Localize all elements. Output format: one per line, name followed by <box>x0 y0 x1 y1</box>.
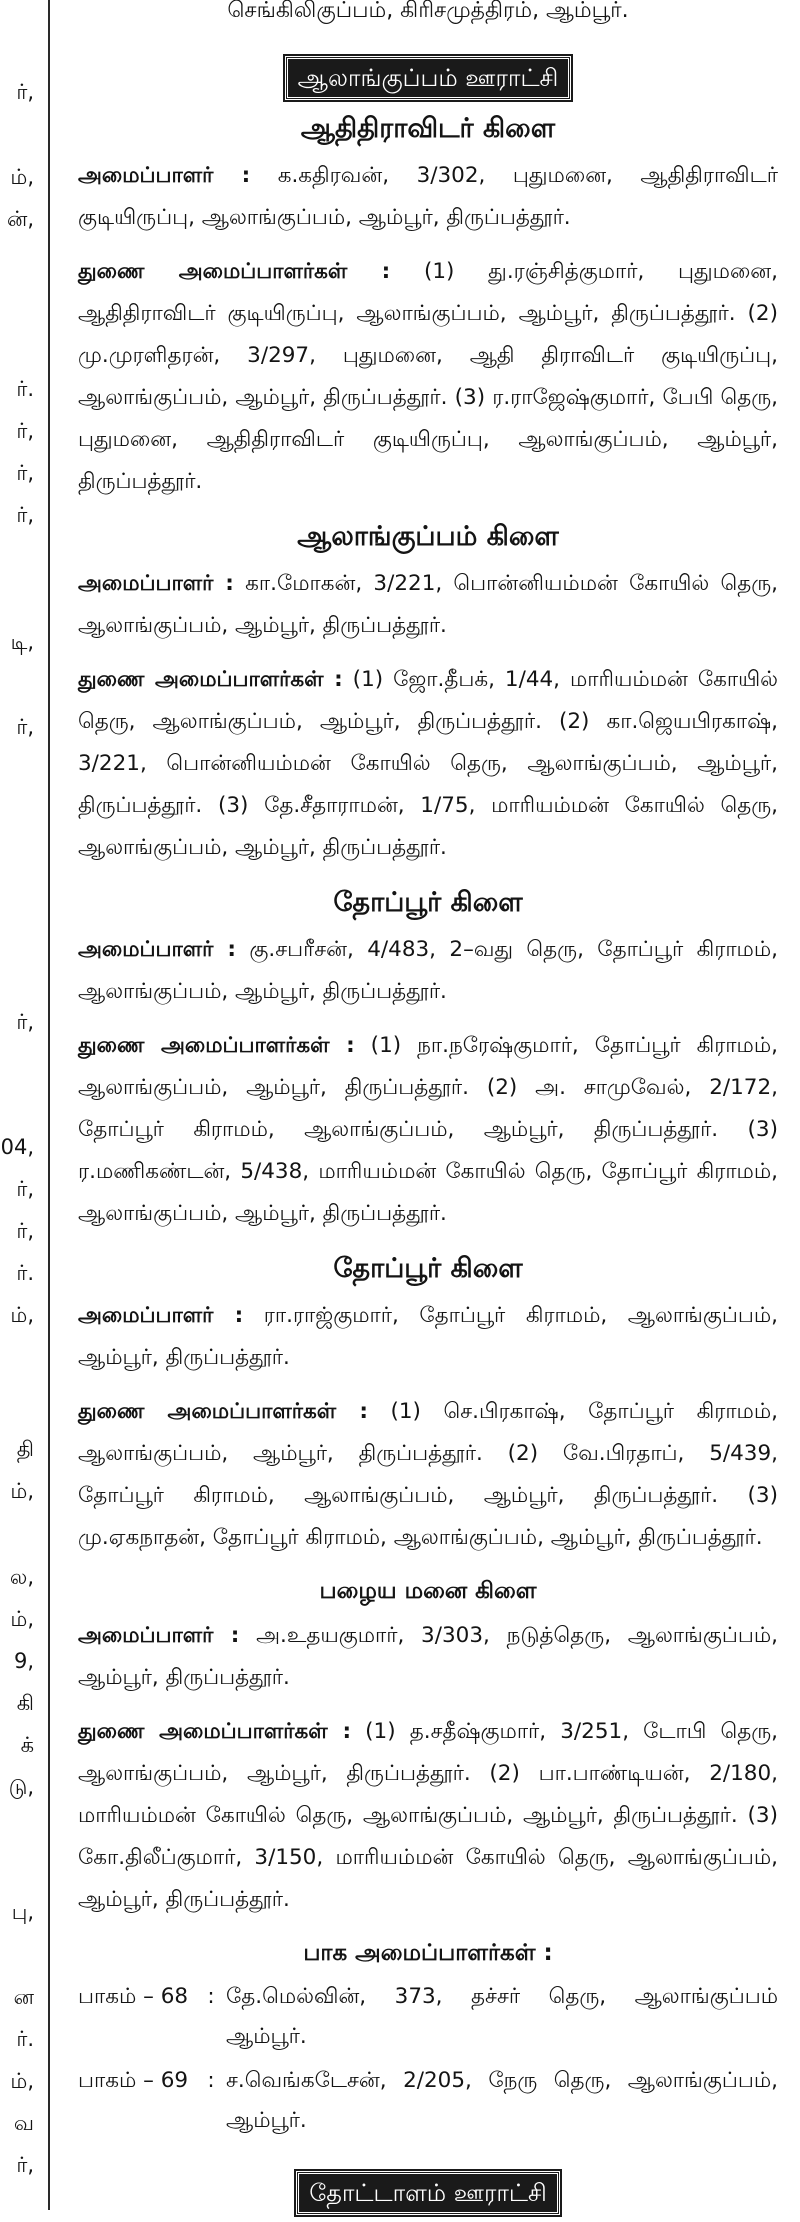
booth-label: பாகம் – 68 <box>78 1984 189 2009</box>
deputy-entry <box>78 1025 778 1235</box>
left-column-fragment: 04, <box>0 1135 34 1159</box>
deputy-entry <box>78 1711 778 1921</box>
branch-section <box>78 107 778 503</box>
left-column-fragment: ர், <box>16 1010 34 1034</box>
deputy-text: (1) நா.நரேஷ்குமார், தோப்பூர் கிராமம், ஆலாங்குப்பம், ஆம்பூர், திருப்பத்தூர். (2) அ. சாமுவேல், 2/172, தோப்பூர் கிராமம், ஆலாங்குப்பம், ஆம்பூர், திருப்பத்தூர். (3) ர.மணிகண்டன், 5/438, மாரியம்மன் கோயில் தெரு, தோப்பூர் கிராமம், ஆலாங்குப்பம், ஆம்பூர், திருப்பத்தூர். <box>78 1033 778 1226</box>
left-column-fragment: வ <box>13 2111 34 2135</box>
booth-organizers-heading: பாக அமைப்பாளர்கள் : <box>303 1940 553 1966</box>
deputy-text: (1) து.ரஞ்சித்குமார், புதுமனை, ஆதிதிராவிடர் குடியிருப்பு, ஆலாங்குப்பம், ஆம்பூர், திருப்பத்தூர். (2) மு.முரளிதரன், 3/297, புதுமனை, ஆதி திராவிடர் குடியிருப்பு, ஆலாங்குப்பம், ஆம்பூர், திருப்பத்தூர். (3) ர.ராஜேஷ்குமார், பேபி தெரு, புதுமனை, ஆதிதிராவிடர் குடியிருப்பு, ஆலாங்குப்பம், ஆம்பூர், திருப்பத்தூர். <box>78 259 778 494</box>
left-column-fragment: பு, <box>11 1900 34 1924</box>
booth-text: தே.மெல்வின், 373, தச்சர் தெரு, ஆலாங்குப்பம் ஆம்பூர். <box>226 1984 778 2049</box>
deputy-text: (1) செ.பிரகாஷ், தோப்பூர் கிராமம், ஆலாங்குப்பம், ஆம்பூர், திருப்பத்தூர். (2) வே.பிரதாப், 5/439, தோப்பூர் கிராமம், ஆலாங்குப்பம், ஆம்பூர், திருப்பத்தூர். (3) மு.ஏகநாதன், தோப்பூர் கிராமம், ஆலாங்குப்பம், ஆம்பூர், திருப்பத்தூர். <box>78 1399 778 1550</box>
booth-text: ச.வெங்கடேசன், 2/205, நேரு தெரு, ஆலாங்குப்பம், ஆம்பூர். <box>226 2068 778 2133</box>
branch-title: ஆதிதிராவிடர் கிளை <box>300 113 556 144</box>
branch-section <box>78 1247 778 1559</box>
branch-section <box>78 881 778 1235</box>
left-column-fragment: ம், <box>10 1303 34 1327</box>
deputy-label: துணை அமைப்பாளர்கள் : <box>78 1399 368 1424</box>
left-column-fragment: ர், <box>16 1219 34 1243</box>
left-column-fragment: ர், <box>16 461 34 485</box>
organizer-label: அமைப்பாளர் : <box>78 1303 244 1328</box>
panchayat-title-banner: ஆலாங்குப்பம் ஊராட்சி <box>285 56 572 100</box>
left-column-fragment: ர். <box>16 2027 34 2051</box>
branch-title: ஆலாங்குப்பம் கிளை <box>297 521 559 552</box>
left-column-fragment: டு, <box>8 1775 34 1799</box>
branch-section <box>78 1571 778 1921</box>
booth-separator: : <box>207 2068 215 2093</box>
deputy-label: துணை அமைப்பாளர்கள் : <box>78 667 343 692</box>
deputy-text: (1) த.சதீஷ்குமார், 3/251, டோபி தெரு, ஆலாங்குப்பம், ஆம்பூர், திருப்பத்தூர். (2) பா.பாண்டியன், 2/180, மாரியம்மன் கோயில் தெரு, ஆலாங்குப்பம், ஆம்பூர், திருப்பத்தூர். (3) கோ.திலீப்குமார், 3/150, மாரியம்மன் கோயில் தெரு, ஆலாங்குப்பம், ஆம்பூர், திருப்பத்தூர். <box>78 1719 778 1912</box>
organizer-entry <box>78 1615 778 1699</box>
next-panchayat-title-banner: தோட்டாளம் ஊராட்சி <box>296 2171 560 2215</box>
organizer-label: அமைப்பாளர் : <box>78 937 237 962</box>
left-column-fragment: ர், <box>16 715 34 739</box>
left-column-fragment: ர், <box>16 503 34 527</box>
organizer-entry <box>78 929 778 1013</box>
continued-address-line: செங்கிலிகுப்பம், கிரிசமுத்திரம், ஆம்பூர். <box>227 0 629 23</box>
left-column-fragment: ம், <box>10 1479 34 1503</box>
organizer-text: கா.மோகன், 3/221, பொன்னியம்மன் கோயில் தெரு, ஆலாங்குப்பம், ஆம்பூர், திருப்பத்தூர். <box>78 571 778 638</box>
organizer-text: அ.உதயகுமார், 3/303, நடுத்தெரு, ஆலாங்குப்பம், ஆம்பூர், திருப்பத்தூர். <box>78 1623 778 1690</box>
left-column-fragment: ன், <box>6 207 34 231</box>
booth-organizers-section <box>78 1933 778 2141</box>
left-column-fragment: டி, <box>10 630 34 654</box>
branch-title: பழைய மனை கிளை <box>319 1578 537 1604</box>
column-divider <box>48 0 50 2210</box>
left-column-fragment: ர், <box>16 2153 34 2177</box>
deputy-entry <box>78 251 778 503</box>
organizer-text: ரா.ராஜ்குமார், தோப்பூர் கிராமம், ஆலாங்குப்பம், ஆம்பூர், திருப்பத்தூர். <box>78 1303 778 1370</box>
organizer-label: அமைப்பாளர் : <box>78 163 251 188</box>
left-column-fragment: ர். <box>16 377 34 401</box>
left-column-fragment: ல, <box>9 1565 34 1589</box>
left-column-fragment: ர், <box>16 419 34 443</box>
booth-separator: : <box>207 1984 215 2009</box>
organizer-text: கு.சபரீசன், 4/483, 2–வது தெரு, தோப்பூர் கிராமம், ஆலாங்குப்பம், ஆம்பூர், திருப்பத்தூர். <box>78 937 778 1004</box>
organizer-entry <box>78 563 778 647</box>
organizer-entry <box>78 1295 778 1379</box>
deputy-label: துணை அமைப்பாளர்கள் : <box>78 259 391 284</box>
left-column-fragments <box>0 0 44 2210</box>
deputy-entry <box>78 659 778 869</box>
left-column-fragment: தி <box>16 1437 34 1461</box>
left-column-fragment: ர், <box>16 1177 34 1201</box>
left-column-fragment: ன <box>13 1985 34 2009</box>
booth-entry <box>78 2061 778 2141</box>
left-column-fragment: கி <box>16 1691 34 1715</box>
deputy-label: துணை அமைப்பாளர்கள் : <box>78 1719 352 1744</box>
left-column-fragment: 9, <box>13 1649 34 1673</box>
deputy-label: துணை அமைப்பாளர்கள் : <box>78 1033 355 1058</box>
left-column-fragment: ம், <box>10 1607 34 1631</box>
left-column-fragment: ர், <box>16 80 34 104</box>
deputy-text: (1) ஜோ.தீபக், 1/44, மாரியம்மன் கோயில் தெரு, ஆலாங்குப்பம், ஆம்பூர், திருப்பத்தூர். (2) கா.ஜெயபிரகாஷ், 3/221, பொன்னியம்மன் கோயில் தெரு, ஆலாங்குப்பம், ஆம்பூர், திருப்பத்தூர். (3) தே.சீதாராமன், 1/75, மாரியம்மன் கோயில் தெரு, ஆலாங்குப்பம், ஆம்பூர், திருப்பத்தூர். <box>78 667 778 860</box>
branch-section <box>78 515 778 869</box>
left-column-fragment: ம், <box>10 165 34 189</box>
organizer-text: க.கதிரவன், 3/302, புதுமனை, ஆதிதிராவிடர் குடியிருப்பு, ஆலாங்குப்பம், ஆம்பூர், திருப்பத்தூர். <box>78 163 778 230</box>
organizer-label: அமைப்பாளர் : <box>78 1623 240 1648</box>
left-column-fragment: ர். <box>16 1261 34 1285</box>
branch-title: தோப்பூர் கிளை <box>333 1253 523 1284</box>
left-column-fragment: ம், <box>10 2069 34 2093</box>
organizer-entry <box>78 155 778 239</box>
left-column-fragment: க் <box>20 1733 34 1757</box>
booth-entry <box>78 1977 778 2057</box>
booth-label: பாகம் – 69 <box>78 2068 189 2093</box>
main-column <box>78 0 778 2222</box>
branch-title: தோப்பூர் கிளை <box>333 887 523 918</box>
deputy-entry <box>78 1391 778 1559</box>
organizer-label: அமைப்பாளர் : <box>78 571 234 596</box>
